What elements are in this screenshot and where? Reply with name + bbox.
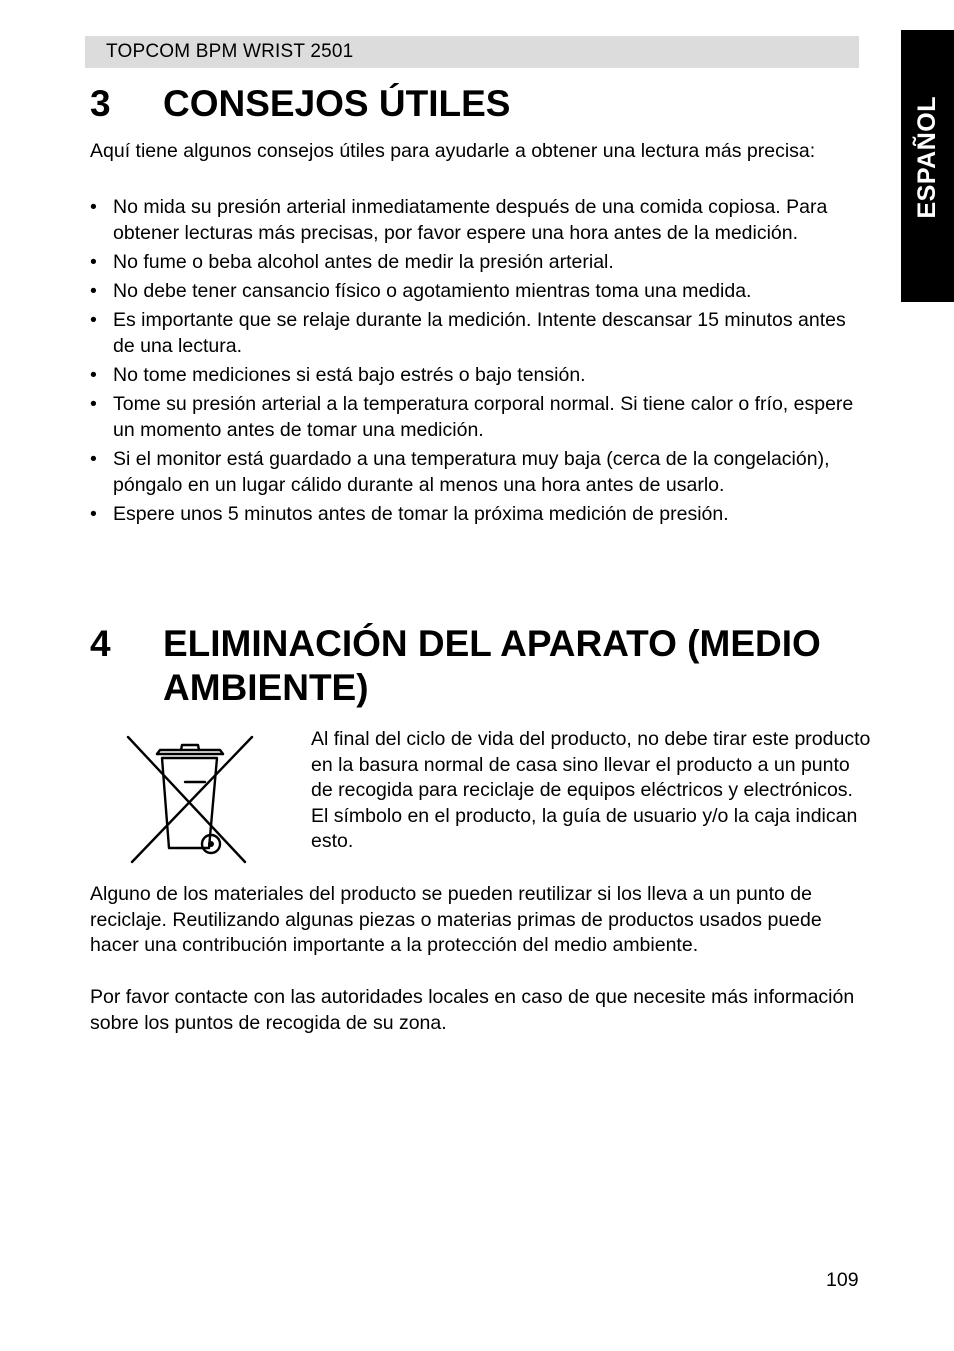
section-4-heading — [90, 622, 880, 710]
list-item: • No mida su presión arterial inmediatamente después de una comida copiosa. Para obtener lecturas más precisas, por favor espere una hora antes de la medición. — [90, 196, 828, 244]
language-tab-label: ESPAÑOL — [913, 96, 941, 219]
contact-paragraph: Por favor contacte con las autoridades locales en caso de que necesite más información sobre los puntos de recogida de su zona. — [90, 986, 855, 1034]
list-item: • Si el monitor está guardado a una temperatura muy baja (cerca de la congelación), póngalo en un lugar cálido durante al menos una hora antes de usarlo. — [90, 447, 830, 496]
disposal-paragraph: Al final del ciclo de vida del producto, no debe tirar este producto en la basura normal de casa sino llevar el producto a un punto de recogida para reciclaje de equipos eléctricos y electrónicos. El símbolo en el producto, la guía de usuario y/o la caja indican esto. — [311, 728, 871, 853]
list-item: • Espere unos 5 minutos antes de tomar la próxima medición de presión. — [90, 502, 729, 525]
section-3-number: 3 — [90, 83, 111, 124]
page-number: 109 — [826, 1269, 859, 1291]
section-3-title: CONSEJOS ÚTILES — [163, 83, 511, 124]
section-3-intro: Aquí tiene algunos consejos útiles para ayudarle a obtener una lectura más precisa: — [90, 140, 816, 162]
list-item: • No tome mediciones si está bajo estrés o bajo tensión. — [90, 363, 586, 386]
document-title: TOPCOM BPM WRIST 2501 — [106, 41, 354, 62]
tips-list — [90, 195, 870, 531]
recycling-paragraph: Alguno de los materiales del producto se pueden reutilizar si los lleva a un punto de reciclaje. Reutilizando algunas piezas o materias primas de productos usados puede hacer una contribución importante a la protección del medio ambiente. — [90, 883, 822, 957]
list-item: • No debe tener cansancio físico o agotamiento mientras toma una medida. — [90, 279, 752, 302]
section-4-title: ELIMINACIÓN DEL APARATO (MEDIO AMBIENTE) — [163, 623, 821, 708]
list-item: • No fume o beba alcohol antes de medir la presión arterial. — [90, 250, 614, 273]
section-4-number: 4 — [90, 623, 111, 664]
crossed-out-wheelie-bin-icon — [125, 734, 255, 866]
list-item: • Es importante que se relaje durante la medición. Intente descansar 15 minutos antes de una lectura. — [90, 309, 846, 357]
language-tab — [901, 30, 954, 302]
section-3-heading — [90, 82, 880, 126]
list-item: • Tome su presión arterial a la temperatura corporal normal. Si tiene calor o frío, espere un momento antes de tomar una medición. — [90, 393, 854, 441]
